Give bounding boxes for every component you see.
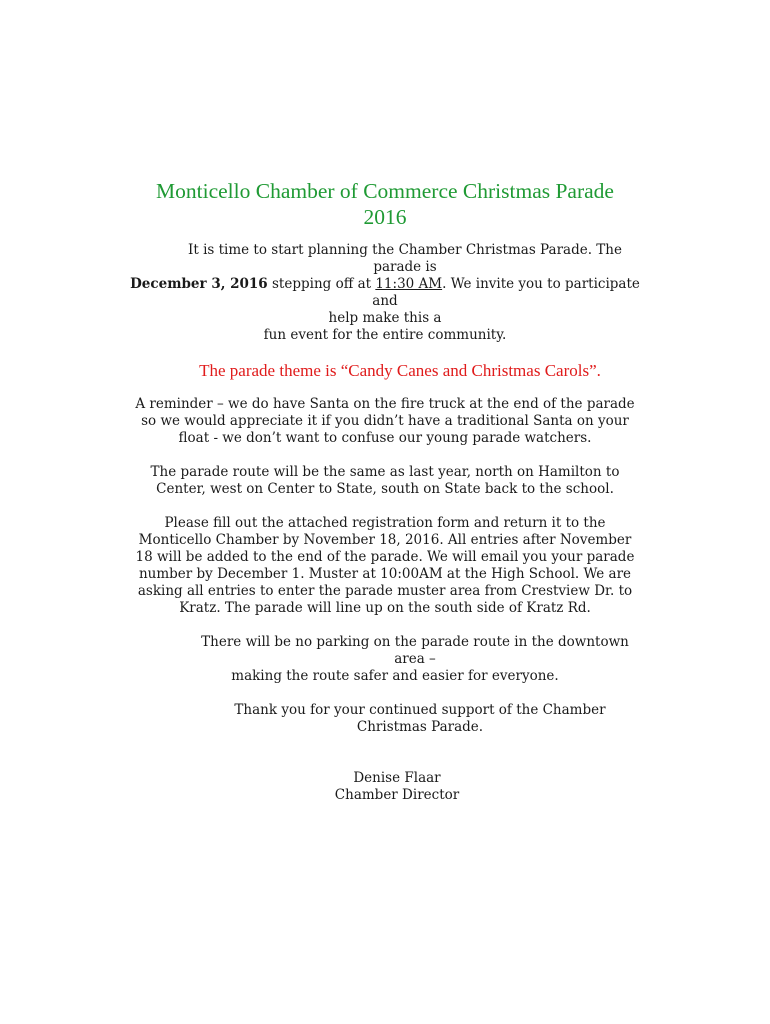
signature-block [130,770,640,804]
parade-time: 11:30 AM [375,276,443,292]
registration-instructions: Please fill out the attached registration form and return it to the Monticello Chamber by November 18, 2016. All entries after November 18 will be added to the end of the parade. We will email you your parade number by December 1. Muster at 10:00AM at the High School. We are asking all entries to enter the parade muster area from Crestview Dr. to Kratz. The parade will line up on the south side of Kratz Rd. [135,515,635,616]
intro-paragraph [130,242,640,344]
no-parking-line-2: making the route safer and easier for everyone. [231,668,559,684]
no-parking-line-1: There will be no parking on the parade route in the downtown area – [201,634,629,667]
thank-you-note: Thank you for your continued support of the Chamber Christmas Parade. [234,702,606,735]
no-parking-notice [130,634,640,685]
parade-date: December 3, 2016 [130,276,268,292]
intro-line-4: fun event for the entire community. [263,327,507,343]
intro-mid: stepping off at [267,276,376,292]
parade-theme: The parade theme is “Candy Canes and Christmas Carols”. [199,361,601,380]
santa-reminder: A reminder – we do have Santa on the fire truck at the end of the parade so we would appreciate it if you didn’t have a traditional Santa on your float - we don’t want to confuse our young parade watchers. [135,396,635,446]
signer-name: Denise Flaar [353,770,441,786]
intro-lead: It is time to start planning the Chamber Christmas Parade. The parade is [188,242,622,275]
title-line-2: 2016 [363,205,407,229]
intro-line-2 [130,276,640,310]
signer-role: Chamber Director [334,787,460,803]
intro-after-time: . We invite you to participate and [372,276,640,309]
intro-line-3: help make this a [328,310,442,326]
title-line-1: Monticello Chamber of Commerce Christmas Parade [156,179,614,203]
parade-letter [130,178,640,804]
parade-route: The parade route will be the same as last year, north on Hamilton to Center, west on Center to State, south on State back to the school. [150,464,620,497]
letter-title [130,178,640,230]
